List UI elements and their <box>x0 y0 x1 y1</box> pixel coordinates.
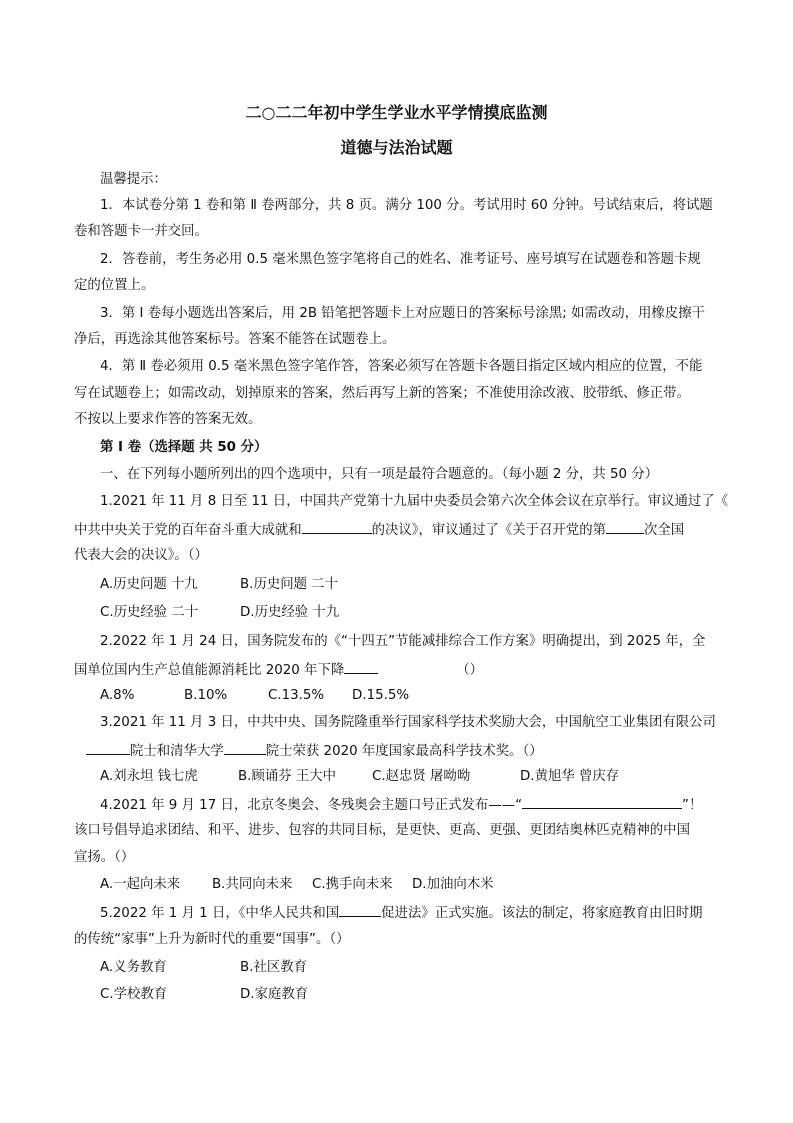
exam-title: 二○二二年初中学生学业水平学情摸底监测 <box>245 103 548 122</box>
question-4-line: 宣扬。（） <box>74 850 135 865</box>
question-5-text: 5.2022 年 1 月 1 日，《中华人民共和国 <box>100 906 340 921</box>
answer-blank <box>86 741 130 755</box>
question-5-line: 的传统“家事”上升为新时代的重要“国事”。（） <box>74 932 350 947</box>
option-c: C.携手向未来 <box>312 877 393 892</box>
option-b: B.历史问题 二十 <box>240 577 339 592</box>
option-c: C.历史经验 二十 <box>100 605 199 620</box>
question-1-options <box>100 576 338 594</box>
question-3-text: 院士和清华大学 <box>130 744 224 759</box>
question-5-line <box>100 903 703 923</box>
option-b: B.顾诵芬 王大中 <box>238 769 337 784</box>
question-4-text: ”！ <box>682 798 703 813</box>
question-2-line <box>74 660 483 680</box>
option-a: A.刘永坦 钱七虎 <box>100 769 198 784</box>
option-d: D.黄旭华 曾庆存 <box>520 769 620 784</box>
option-c: C.赵忠贤 屠呦呦 <box>372 769 471 784</box>
notice-line: 4．第 Ⅱ 卷必须用 0.5 毫米黑色签字笔作答，答案必须写在答题卡各题目指定区域内相应的位置，不能 <box>100 359 703 374</box>
answer-blank <box>224 741 266 755</box>
question-4-options <box>100 876 494 894</box>
answer-blank <box>344 660 378 674</box>
notice-line: 净后，再选涂其他答案标号。答案不能答在试题卷上。 <box>74 332 396 347</box>
option-b: B.共同向未来 <box>212 877 293 892</box>
question-4-text: 4.2021 年 9 月 17 日，北京冬奥会、冬残奥会主题口号正式发布——“ <box>100 798 523 813</box>
question-1-text: 的决议》，审议通过了《关于召开党的第 <box>371 523 606 538</box>
option-b: B.10% <box>184 688 228 703</box>
option-d: D.15.5% <box>352 688 410 703</box>
notice-line: 卷和答题卡一并交回。 <box>74 224 208 239</box>
notice-line: 1．本试卷分第 1 卷和第 Ⅱ 卷两部分，共 8 页。满分 100 分。考试用时 60 分钟。号试结束后，将试题 <box>100 198 713 213</box>
option-b: B.社区教育 <box>240 960 308 975</box>
question-1-line: 1.2021 年 11 月 8 日至 11 日，中国共产党第十九届中央委员会第六次全体会议在京举行。审议通过了《 <box>100 494 729 509</box>
answer-blank <box>606 520 644 534</box>
answer-blank <box>302 520 372 534</box>
question-5-text: 促进法》正式实施。该法的制定，将家庭教育由旧时期 <box>381 906 703 921</box>
question-1-line <box>74 520 684 540</box>
question-1-line: 代表大会的决议》。（） <box>74 548 208 563</box>
question-5-options <box>100 959 307 977</box>
question-3-options <box>100 768 619 786</box>
notice-line: 不按以上要求作答的答案无效。 <box>74 412 262 427</box>
question-2-options <box>100 687 409 705</box>
option-a: A.一起向未来 <box>100 877 181 892</box>
exam-subtitle: 道德与法治试题 <box>340 138 453 157</box>
question-3-text: 院士荣获 2020 年度国家最高科学技术奖。（） <box>265 744 543 759</box>
answer-blank <box>522 795 682 809</box>
question-3-line: 3.2021 年 11 月 3 日，中共中央、国务院隆重举行国家科学技术奖励大会，中国航空工业集团有限公司 <box>100 715 716 730</box>
notice-line: 定的位置上。 <box>74 278 155 293</box>
section-instruction: 一、在下列每小题所列出的四个选项中，只有一项是最符合题意的。（每小题 2 分，共 50 分） <box>100 467 659 482</box>
question-4-line <box>100 795 702 815</box>
option-d: D.加油向木米 <box>412 877 494 892</box>
answer-paren: （） <box>456 663 484 678</box>
notice-line: 写在试题卷上；如需改动，划掉原来的答案，然后再写上新的答案；不准使用涂改液、胶带纸、修正带。 <box>74 386 690 401</box>
option-a: A.义务教育 <box>100 960 167 975</box>
question-1-text: 次全国 <box>643 523 685 538</box>
question-2-text: 国单位国内生产总值能源消耗比 2020 年下降 <box>74 663 345 678</box>
question-2-line: 2.2022 年 1 月 24 日，国务院发布的《“十四五”节能减排综合工作方案》明确提出，到 2025 年，全 <box>100 634 706 649</box>
option-c: C.学校教育 <box>100 987 168 1002</box>
question-1-text: 中共中央关于党的百年奋斗重大成就和 <box>74 523 302 538</box>
option-a: A.8% <box>100 688 135 703</box>
section-title: 第 Ⅰ 卷（选择题 共 50 分） <box>100 440 268 455</box>
notice-line: 2．答卷前，考生务必用 0.5 毫米黑色签字笔将自己的姓名、准考证号、座号填写在试题卷和答题卡规 <box>100 252 701 267</box>
notice-line: 3．第 Ⅰ 卷每小题选出答案后，用 2B 铅笔把答题卡上对应题日的答案标号涂黑; 如需改动，用橡皮擦干 <box>100 306 705 321</box>
option-d: D.家庭教育 <box>240 987 309 1002</box>
question-3-line <box>86 741 543 761</box>
question-1-options <box>100 604 339 622</box>
question-5-options <box>100 986 308 1004</box>
notice-label: 温馨提示： <box>100 172 167 187</box>
option-c: C.13.5% <box>268 688 325 703</box>
answer-blank <box>339 903 381 917</box>
option-a: A.历史问题 十九 <box>100 577 198 592</box>
question-4-line: 该口号倡导追求团结、和平、进步、包容的共同目标，是更快、更高、更强、更团结奥林匹克精神的中国 <box>74 823 690 838</box>
option-d: D.历史经验 十九 <box>240 605 340 620</box>
